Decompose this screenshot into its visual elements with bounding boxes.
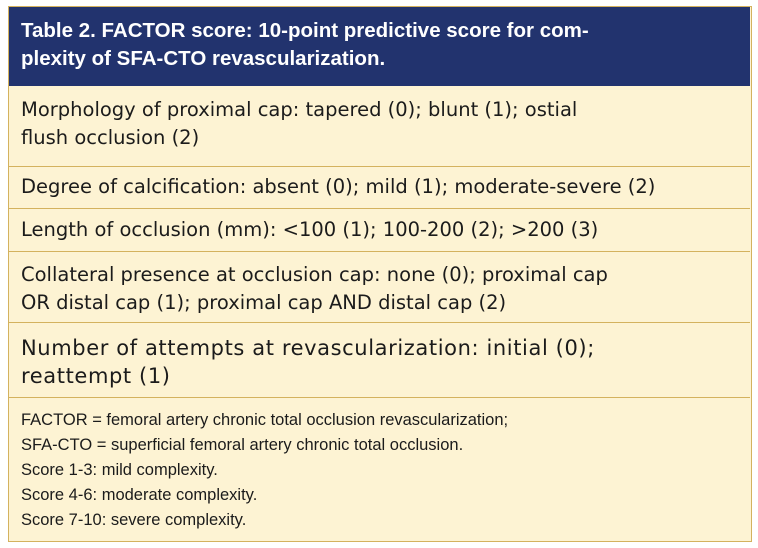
table-footnote xyxy=(9,398,750,533)
table-row-collateral xyxy=(9,252,750,323)
table-row-attempts xyxy=(9,323,750,398)
row-text: reattempt (1) xyxy=(21,364,171,388)
row-text: flush occlusion (2) xyxy=(21,126,200,149)
footnote-line: Score 4-6: moderate complexity. xyxy=(21,486,258,504)
footnote-line: Score 7-10: severe complexity. xyxy=(21,511,247,529)
table-row-morphology xyxy=(9,86,750,167)
factor-score-table xyxy=(8,6,752,542)
table-title-line: plexity of SFA-CTO revascularization. xyxy=(21,47,386,70)
table-row-calcification xyxy=(9,167,750,209)
row-text: Length of occlusion (mm): <100 (1); 100-200 (2); >200 (3) xyxy=(21,218,599,241)
row-text: Number of attempts at revascularization: initial (0); xyxy=(21,336,595,360)
row-text: Degree of calcification: absent (0); mild (1); moderate-severe (2) xyxy=(21,175,656,198)
table-title-line: Table 2. FACTOR score: 10-point predictive score for com- xyxy=(21,19,589,42)
footnote-line: FACTOR = femoral artery chronic total occlusion revascularization; xyxy=(21,411,509,429)
row-text: Morphology of proximal cap: tapered (0); blunt (1); ostial xyxy=(21,98,578,121)
row-text: OR distal cap (1); proximal cap AND distal cap (2) xyxy=(21,291,507,314)
table-title xyxy=(9,7,750,86)
footnote-line: SFA-CTO = superficial femoral artery chronic total occlusion. xyxy=(21,436,464,454)
footnote-line: Score 1-3: mild complexity. xyxy=(21,461,218,479)
table-row-length xyxy=(9,209,750,252)
row-text: Collateral presence at occlusion cap: none (0); proximal cap xyxy=(21,263,608,286)
